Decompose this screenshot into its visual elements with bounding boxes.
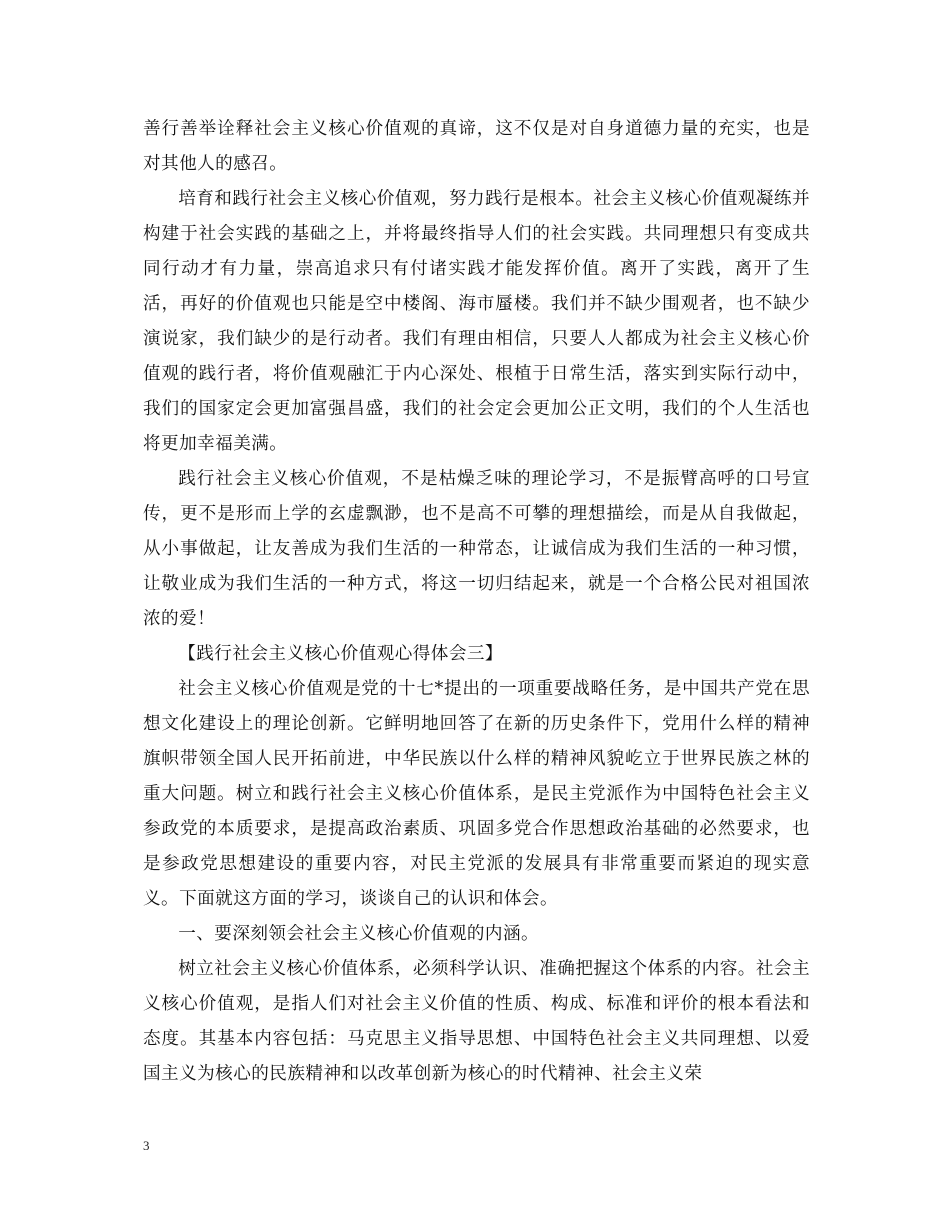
paragraph-1: 善行善举诠释社会主义核心价值观的真谛，这不仅是对自身道德力量的充实，也是对其他人的感召。 [143, 119, 810, 174]
page-number: 3 [143, 1138, 150, 1153]
paragraph-5: 树立社会主义核心价值体系，必须科学认识、准确把握这个体系的内容。社会主义核心价值观，是指人们对社会主义价值的性质、构成、标准和评价的根本看法和态度。其基本内容包括：马克思主义指导思想、中国特色社会主义共同理想、以爱国主义为核心的民族精神和以改革创新为核心的时代精神、社会主义荣 [143, 959, 810, 1084]
subsection-heading: 一、要深刻领会社会主义核心价值观的内涵。 [178, 924, 540, 944]
section-heading: 【践行社会主义核心价值观心得体会三】 [178, 644, 503, 664]
paragraph-4: 社会主义核心价值观是党的十七*提出的一项重要战略任务，是中国共产党在思想文化建设上的理论创新。它鲜明地回答了在新的历史条件下，党用什么样的精神旗帜带领全国人民开拓前进，中华民族以什么样的精神风貌屹立于世界民族之林的重大问题。树立和践行社会主义核心价值体系，是民主党派作为中国特色社会主义参政党的本质要求，是提高政治素质、巩固多党合作思想政治基础的必然要求，也是参政党思想建设的重要内容，对民主党派的发展具有非常重要而紧迫的现实意义。下面就这方面的学习，谈谈自己的认识和体会。 [143, 679, 810, 909]
paragraph-3: 践行社会主义核心价值观，不是枯燥乏味的理论学习，不是振臂高呼的口号宣传，更不是形而上学的玄虚飘渺，也不是高不可攀的理想描绘，而是从自我做起，从小事做起，让友善成为我们生活的一种常态，让诚信成为我们生活的一种习惯，让敬业成为我们生活的一种方式，将这一切归结起来，就是一个合格公民对祖国浓浓的爱！ [143, 469, 810, 629]
document-body [143, 112, 810, 1092]
paragraph-2: 培育和践行社会主义核心价值观，努力践行是根本。社会主义核心价值观凝练并构建于社会实践的基础之上，并将最终指导人们的社会实践。共同理想只有变成共同行动才有力量，崇高追求只有付诸实践才能发挥价值。离开了实践，离开了生活，再好的价值观也只能是空中楼阁、海市蜃楼。我们并不缺少围观者，也不缺少演说家，我们缺少的是行动者。我们有理由相信，只要人人都成为社会主义核心价值观的践行者，将价值观融汇于内心深处、根植于日常生活，落实到实际行动中，我们的国家定会更加富强昌盛，我们的社会定会更加公正文明，我们的个人生活也将更加幸福美满。 [143, 189, 810, 454]
